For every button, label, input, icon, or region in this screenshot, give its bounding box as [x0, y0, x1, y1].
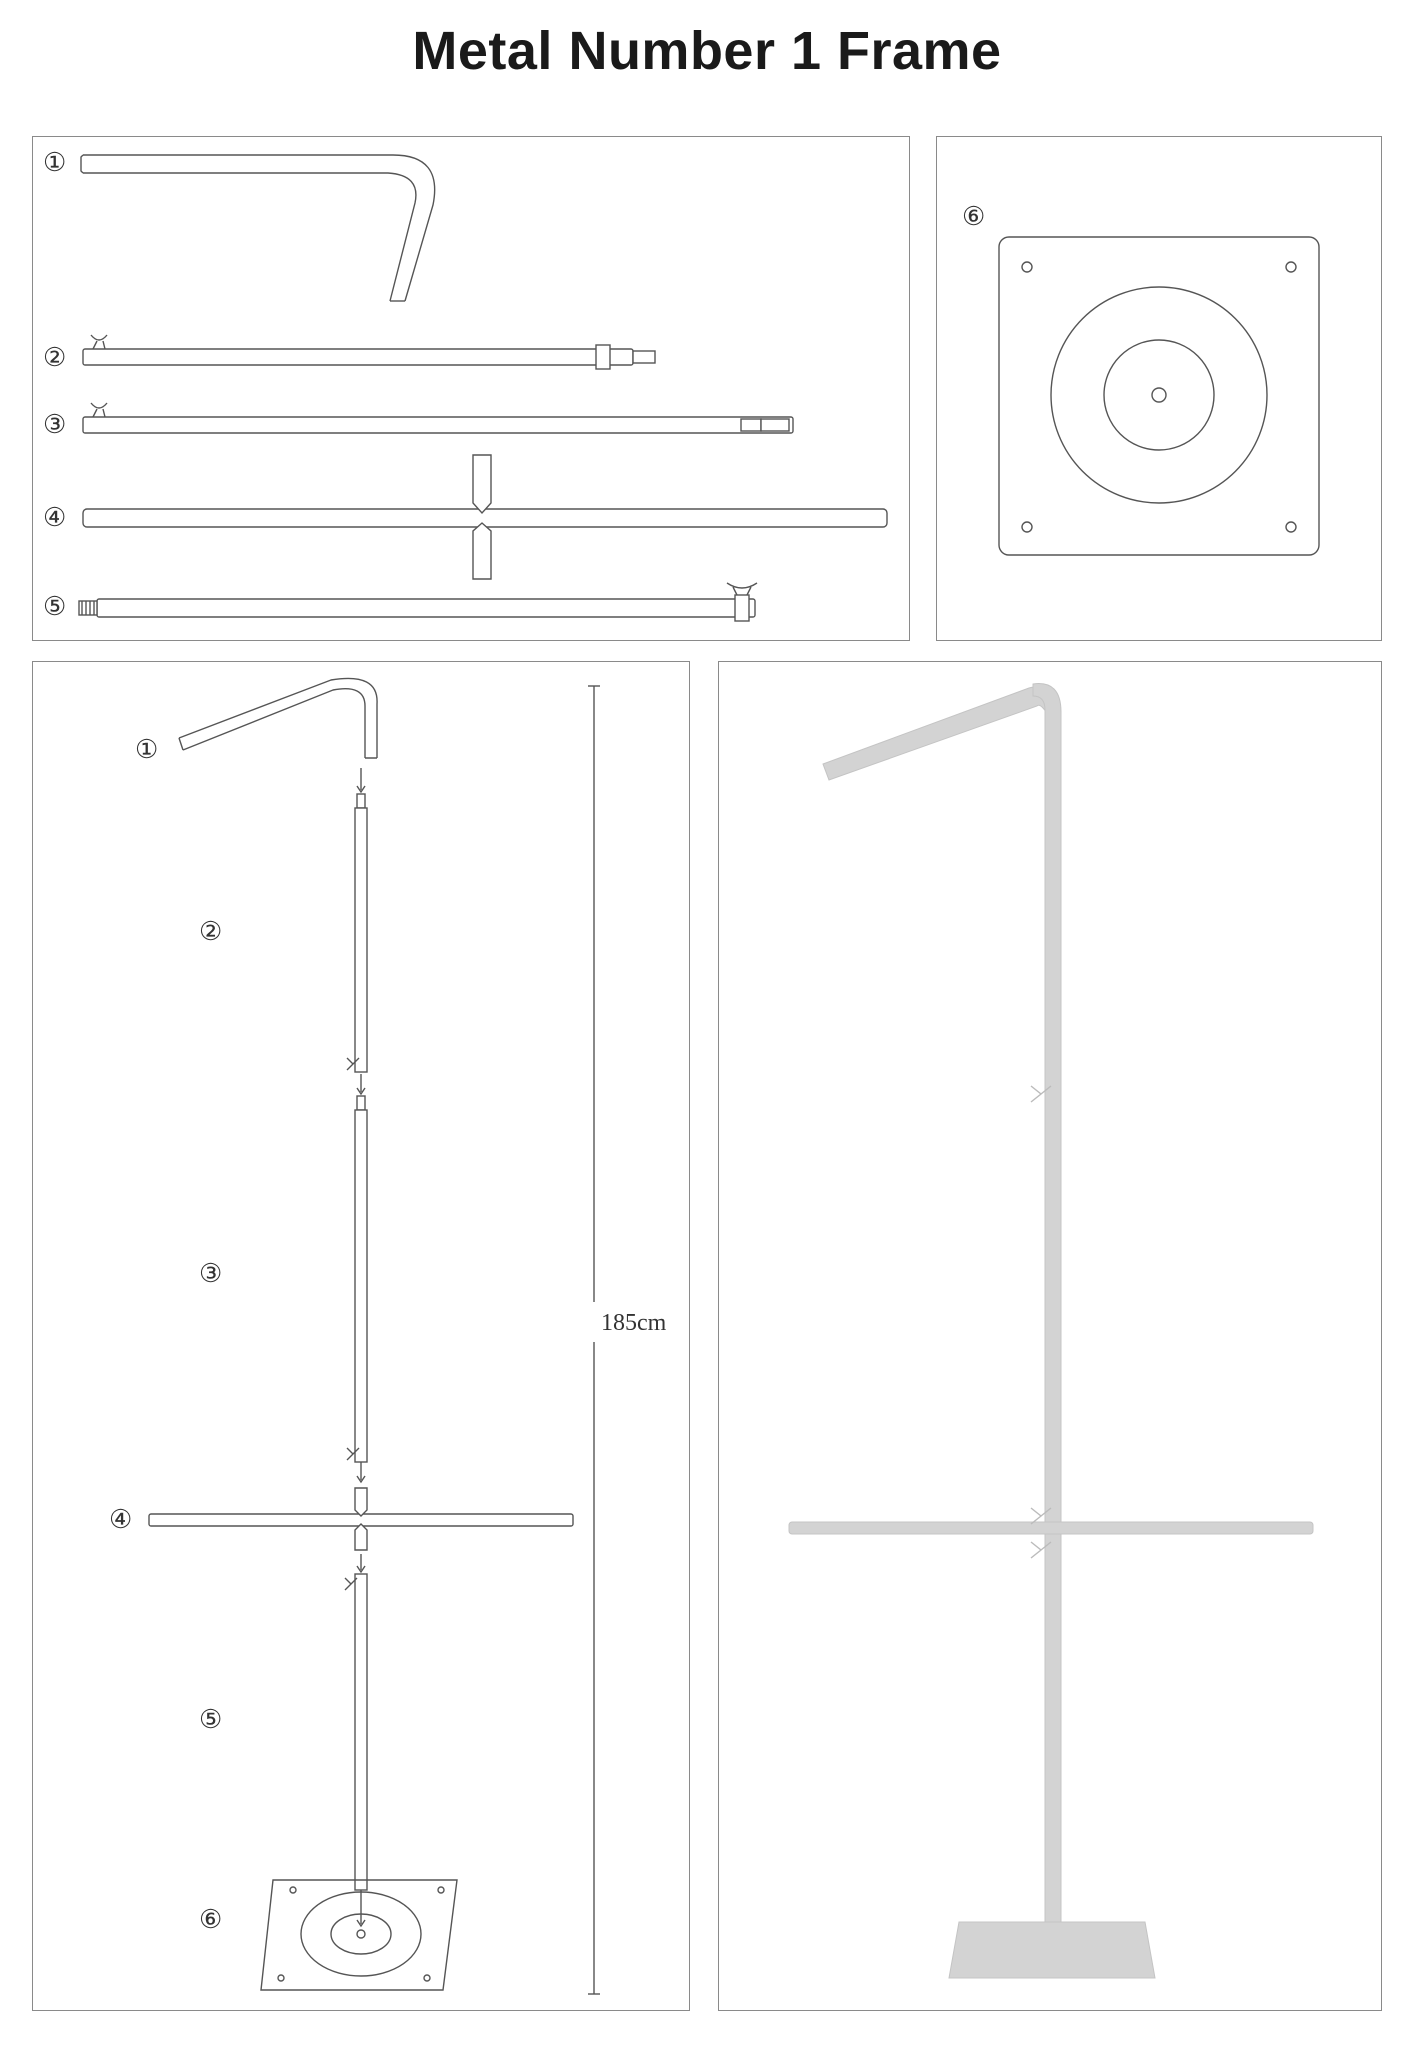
assembly-part-3 [347, 1096, 367, 1462]
assembly-part-2 [347, 794, 367, 1072]
screw-hole [1022, 262, 1032, 272]
parts-panel [32, 136, 910, 641]
base-panel [936, 136, 1382, 641]
assembled-panel [718, 661, 1382, 2011]
assembly-label-6: ⑥ [199, 1905, 223, 1935]
parts-drawing [33, 137, 911, 642]
height-dimension [585, 686, 671, 1994]
part-label-3: ③ [43, 410, 67, 440]
part-label-5: ⑤ [43, 592, 67, 622]
part-5-threaded-tube [79, 583, 757, 621]
assembly-panel [32, 661, 690, 2011]
assembly-part-4 [149, 1488, 573, 1550]
assembly-part-1 [179, 678, 377, 758]
assembly-label-5: ⑤ [199, 1705, 223, 1735]
screw-hole [1022, 522, 1032, 532]
base-outer-ring [1051, 287, 1267, 503]
assembly-label-4: ④ [109, 1505, 133, 1535]
assembly-part-6-base [261, 1880, 457, 1990]
assembled-frame-drawing [719, 662, 1383, 2012]
screw-hole [1286, 262, 1296, 272]
screw-hole [1286, 522, 1296, 532]
part-4-cross-bar [83, 455, 887, 579]
assembly-label-2: ② [199, 917, 223, 947]
part-label-6: ⑥ [962, 202, 986, 232]
height-label: 185cm [601, 1310, 667, 1336]
assembly-part-5 [345, 1574, 367, 1890]
part-3-tube-with-wingnut [83, 403, 793, 433]
assembled-frame [789, 684, 1313, 1978]
base-inner-ring [1104, 340, 1214, 450]
assembly-label-3: ③ [199, 1259, 223, 1289]
base-center-hole [1152, 388, 1166, 402]
assembly-label-1: ① [135, 735, 159, 765]
assembly-drawing [33, 662, 691, 2012]
part-1-bent-tube [81, 155, 435, 301]
part-label-4: ④ [43, 503, 67, 533]
part-label-1: ① [43, 148, 67, 178]
part-2-tube-with-wingnut [83, 335, 655, 369]
base-plate-drawing [937, 137, 1383, 642]
base-plate-outline [999, 237, 1319, 555]
page-title: Metal Number 1 Frame [412, 21, 1002, 81]
part-label-2: ② [43, 343, 67, 373]
